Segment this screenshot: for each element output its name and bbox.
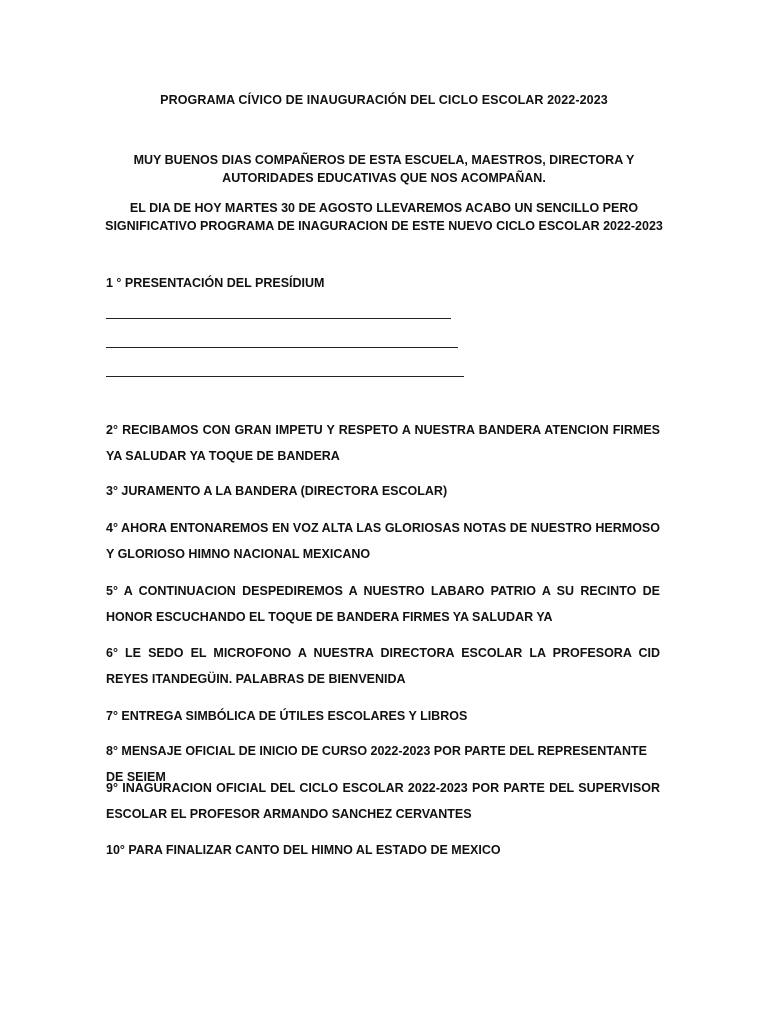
program-item-3: 3° JURAMENTO A LA BANDERA (DIRECTORA ESCOLAR) (106, 484, 448, 498)
program-item-4: 4° AHORA ENTONAREMOS EN VOZ ALTA LAS GLORIOSAS NOTAS DE NUESTRO HERMOSO Y GLORIOSO HIMNO NACIONAL MEXICANO (106, 521, 660, 561)
greeting-paragraph: MUY BUENOS DIAS COMPAÑEROS DE ESTA ESCUELA, MAESTROS, DIRECTORA Y AUTORIDADES EDUCATIVAS QUE NOS ACOMPAÑAN. (133, 153, 635, 185)
program-item-5: 5° A CONTINUACION DESPEDIREMOS A NUESTRO LABARO PATRIO A SU RECINTO DE HONOR ESCUCHANDO EL TOQUE DE BANDERA FIRMES YA SALUDAR YA (106, 584, 660, 624)
intro-paragraph: EL DIA DE HOY MARTES 30 DE AGOSTO LLEVAREMOS ACABO UN SENCILLO PERO SIGNIFICATIVO PROGRAMA DE INAGURACION DE ESTE NUEVO CICLO ESCOLAR 2022-2023 (105, 201, 663, 233)
program-item-9: 9° INAGURACION OFICIAL DEL CICLO ESCOLAR 2022-2023 POR PARTE DEL SUPERVISOR ESCOLAR EL PROFESOR ARMANDO SANCHEZ CERVANTES (106, 781, 660, 821)
presidium-blank-line (106, 376, 464, 377)
presidium-blank-line (106, 347, 458, 348)
document-title: PROGRAMA CÍVICO DE INAUGURACIÓN DEL CICLO ESCOLAR 2022-2023 (160, 93, 608, 107)
program-item-8: 8° MENSAJE OFICIAL DE INICIO DE CURSO 2022-2023 POR PARTE DEL REPRESENTANTE DE SEIEM (106, 744, 647, 784)
program-item-10: 10° PARA FINALIZAR CANTO DEL HIMNO AL ESTADO DE MEXICO (106, 843, 501, 857)
program-item-7: 7° ENTREGA SIMBÓLICA DE ÚTILES ESCOLARES Y LIBROS (106, 709, 468, 723)
program-item-1: 1 ° PRESENTACIÓN DEL PRESÍDIUM (106, 276, 325, 290)
program-item-6: 6° LE SEDO EL MICROFONO A NUESTRA DIRECTORA ESCOLAR LA PROFESORA CID REYES ITANDEGÜIN. PALABRAS DE BIENVENIDA (106, 646, 660, 686)
presidium-blank-line (106, 318, 451, 319)
program-item-2: 2° RECIBAMOS CON GRAN IMPETU Y RESPETO A NUESTRA BANDERA ATENCION FIRMES YA SALUDAR YA TOQUE DE BANDERA (106, 423, 660, 463)
